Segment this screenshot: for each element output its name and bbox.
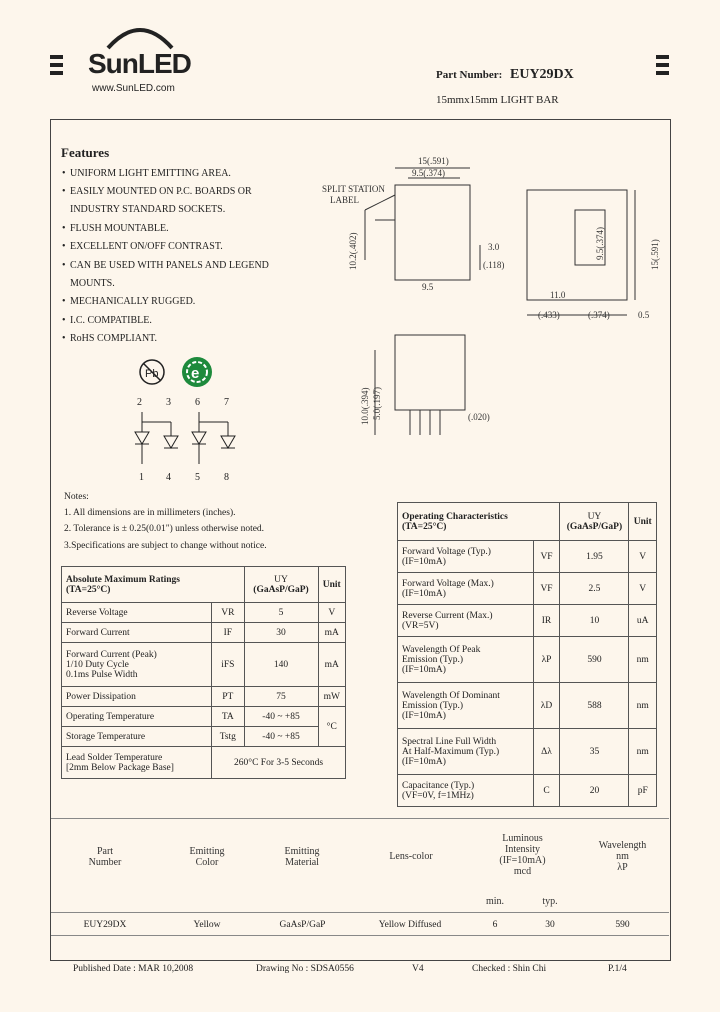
table-row: Spectral Line Full Width At Half-Maximum (Typ.) (IF=10mA) Δλ 35 nm	[398, 729, 657, 775]
part-number-cell: EUY29DX	[83, 920, 127, 930]
pin-number: 7	[224, 397, 229, 408]
svg-text:9.5: 9.5	[422, 282, 434, 292]
min-header: min.	[485, 896, 505, 907]
svg-text:15(.591): 15(.591)	[418, 156, 449, 166]
min-value-cell: 6	[492, 920, 498, 930]
pin-number: 3	[166, 397, 171, 408]
lens-color-cell: Yellow Diffused	[378, 920, 442, 930]
drawing-number: Drawing No : SDSA0556	[256, 964, 354, 974]
svg-text:11.0: 11.0	[550, 290, 566, 300]
header-mark-right	[656, 63, 669, 67]
feature-item: • FLUSH MOUNTABLE.	[62, 223, 169, 234]
svg-text:Pb: Pb	[145, 368, 159, 380]
svg-text:3.0: 3.0	[488, 242, 500, 252]
svg-text:5.0(.197): 5.0(.197)	[372, 387, 382, 420]
divider	[51, 818, 669, 819]
feature-item: • RoHS COMPLIANT.	[62, 333, 158, 344]
logo-arc-icon	[100, 20, 180, 50]
page-number: P.1/4	[608, 964, 627, 974]
note-item: 2. Tolerance is ± 0.25(0.01") unless otherwise noted.	[64, 524, 265, 534]
feature-item: • MECHANICALLY RUGGED.	[62, 296, 196, 307]
table-row: Reverse Voltage VR 5 V	[62, 603, 346, 623]
divider	[51, 912, 669, 913]
table-row: Forward Current IF 30 mA	[62, 623, 346, 643]
led-circuit-diagram	[130, 412, 240, 468]
note-item: 1. All dimensions are in millimeters (inches).	[64, 508, 236, 518]
lens-color-header: Lens-color	[389, 851, 433, 862]
svg-text:(.374): (.374)	[588, 310, 610, 320]
svg-text:15(.591): 15(.591)	[650, 239, 660, 270]
website[interactable]: www.SunLED.com	[92, 83, 175, 94]
feature-item: INDUSTRY STANDARD SOCKETS.	[70, 204, 226, 215]
features-title: Features	[61, 145, 110, 160]
svg-text:(.118): (.118)	[483, 260, 505, 270]
emitting-material-header: Emitting Material	[284, 846, 320, 868]
svg-text:(.020): (.020)	[468, 412, 490, 422]
table-row: Operating Temperature TA -40 ~ +85 °C	[62, 707, 346, 727]
header-mark-right	[656, 55, 669, 59]
luminous-intensity-header: Luminous Intensity (IF=10mA) mcd	[499, 833, 546, 877]
rohs-icon	[180, 355, 214, 389]
pin-number: 6	[195, 397, 200, 408]
svg-text:9.5(.374): 9.5(.374)	[595, 227, 605, 260]
feature-item: • EASILY MOUNTED ON P.C. BOARDS OR	[62, 186, 252, 197]
svg-text:10.0(.394): 10.0(.394)	[360, 387, 370, 425]
header-mark-left	[50, 55, 63, 59]
svg-text:(.433): (.433)	[538, 310, 560, 320]
emitting-material-cell: GaAsP/GaP	[279, 920, 326, 930]
feature-item: MOUNTS.	[70, 278, 115, 289]
svg-text:9.5(.374): 9.5(.374)	[412, 168, 445, 178]
notes-title: Notes:	[64, 492, 89, 502]
svg-text:LABEL: LABEL	[330, 195, 359, 205]
pin-number: 2	[137, 397, 142, 408]
feature-item: • EXCELLENT ON/OFF CONTRAST.	[62, 241, 223, 252]
header-mark-right	[656, 71, 669, 75]
version: V4	[412, 964, 424, 974]
divider	[51, 935, 669, 936]
table-row: Wavelength Of Dominant Emission (Typ.) (IF=10mA) λD 588 nm	[398, 683, 657, 729]
table-row: Forward Voltage (Typ.) (IF=10mA) VF 1.95 V	[398, 541, 657, 573]
published-date: Published Date : MAR 10,2008	[73, 964, 194, 974]
feature-item: • I.C. COMPATIBLE.	[62, 315, 152, 326]
feature-item: • CAN BE USED WITH PANELS AND LEGEND	[62, 260, 269, 271]
header-mark-left	[50, 63, 63, 67]
wavelength-cell: 590	[615, 920, 630, 930]
absolute-max-ratings-table: Absolute Maximum Ratings (TA=25°C) UY (GaAsP/GaP) Unit Reverse Voltage VR 5 V Forward Current IF 30 mA Forward Current (Peak) 1/10 Duty Cycle 0.1ms Pulse Width iFS 140 mA Power Dissipation PT 75 mW Operating Temperature TA -40 ~ +85 °C Storage Temperature Tstg -40 ~ +85 Lead Solder Temperature [2mm Below Package Base] 260°C For 3-5 Seconds	[61, 566, 346, 779]
typ-value-cell: 30	[545, 920, 555, 930]
table-row: Wavelength Of Peak Emission (Typ.) (IF=10mA) λP 590 nm	[398, 637, 657, 683]
wavelength-header: Wavelength nm λP	[598, 840, 647, 873]
operating-characteristics-table: Operating Characteristics (TA=25°C) UY (GaAsP/GaP) Unit Forward Voltage (Typ.) (IF=10mA) VF 1.95 V Forward Voltage (Max.) (IF=10mA) VF 2.5 V Reverse Current (Max.) (VR=5V) IR 10 uA Wavelength Of Peak Emission (Typ.) (IF=10mA) λP 590 nm Wavelength Of Dominant Emission (Typ.) (IF=10mA) λD 588 nm Spectral Line Full Width At Half-Maximum (Typ.) (IF=10mA) Δλ 35 nm Capacitance (Typ.) (VF=0V, f=1MHz) C 20 pF	[397, 502, 657, 807]
table-row: Power Dissipation PT 75 mW	[62, 687, 346, 707]
table-row: Storage Temperature Tstg -40 ~ +85	[62, 727, 346, 747]
typ-header: typ.	[542, 896, 558, 907]
part-number-label: Part Number:	[436, 69, 503, 81]
emitting-color-cell: Yellow	[193, 920, 221, 930]
emitting-color-header: Emitting Color	[189, 846, 225, 868]
mechanical-drawing	[320, 150, 665, 450]
table-row: Forward Current (Peak) 1/10 Duty Cycle 0.1ms Pulse Width iFS 140 mA	[62, 643, 346, 687]
part-description: 15mmx15mm LIGHT BAR	[436, 94, 559, 106]
table-row: Forward Voltage (Max.) (IF=10mA) VF 2.5 V	[398, 573, 657, 605]
checked-by: Checked : Shin Chi	[472, 964, 547, 974]
logo: SunLED	[88, 48, 191, 79]
table-row: Capacitance (Typ.) (VF=0V, f=1MHz) C 20 pF	[398, 775, 657, 807]
pin-number: 4	[166, 472, 171, 483]
part-number-header: Part Number	[88, 846, 122, 868]
pin-number: 5	[195, 472, 200, 483]
svg-text:10.2(.402): 10.2(.402)	[348, 232, 358, 270]
svg-text:e: e	[191, 365, 200, 382]
feature-item: • UNIFORM LIGHT EMITTING AREA.	[62, 168, 231, 179]
pin-number: 1	[139, 472, 144, 483]
svg-text:SPLIT STATION: SPLIT STATION	[322, 184, 385, 194]
note-item: 3.Specifications are subject to change without notice.	[64, 541, 267, 551]
table-row: Reverse Current (Max.) (VR=5V) IR 10 uA	[398, 605, 657, 637]
table-row: Lead Solder Temperature [2mm Below Package Base] 260°C For 3-5 Seconds	[62, 747, 346, 779]
header-mark-left	[50, 71, 63, 75]
svg-text:0.5: 0.5	[638, 310, 650, 320]
part-number: EUY29DX	[510, 67, 574, 82]
pb-free-icon	[137, 357, 167, 387]
pin-number: 8	[224, 472, 229, 483]
